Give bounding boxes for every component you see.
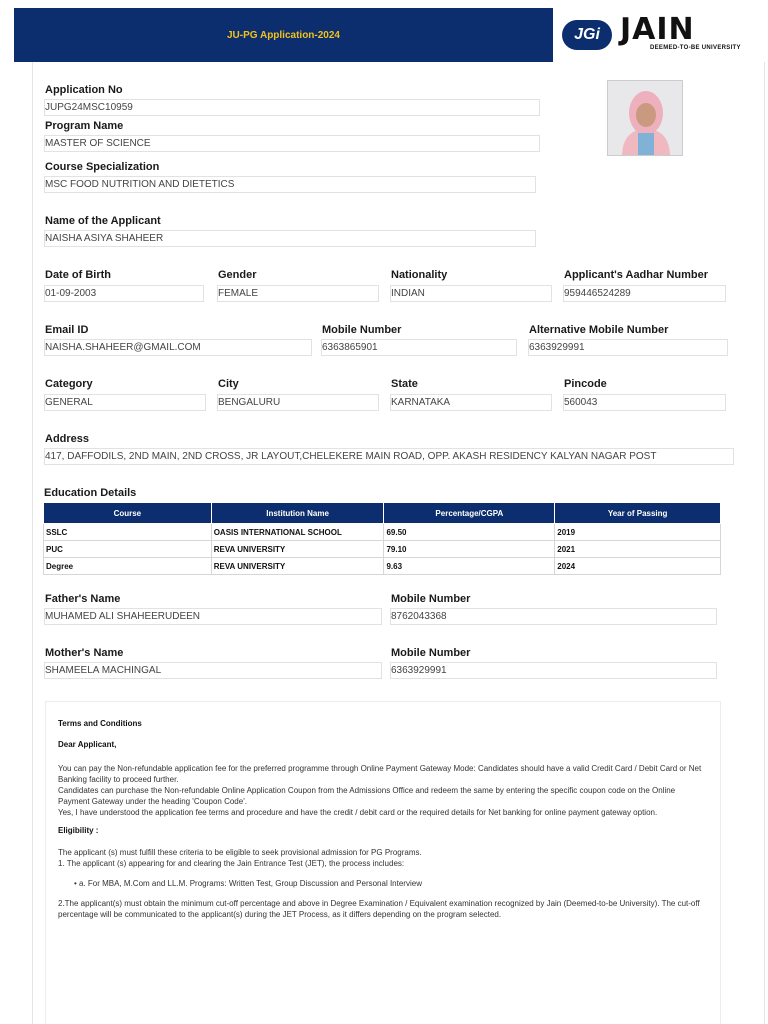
mother-name-field: SHAMEELA MACHINGAL bbox=[44, 662, 382, 679]
education-title: Education Details bbox=[44, 487, 137, 499]
dob-label: Date of Birth bbox=[45, 269, 111, 281]
alt-mobile-field: 6363929991 bbox=[528, 339, 728, 356]
terms-title: Terms and Conditions bbox=[58, 719, 142, 728]
father-name-field: MUHAMED ALI SHAHEERUDEEN bbox=[44, 608, 382, 625]
col-year: Year of Passing bbox=[555, 503, 721, 524]
program-label: Program Name bbox=[45, 120, 124, 132]
father-mobile-label: Mobile Number bbox=[391, 593, 471, 605]
logo-tagline: DEEMED-TO-BE UNIVERSITY bbox=[650, 45, 741, 51]
table-row bbox=[44, 524, 721, 541]
email-field: NAISHA.SHAHEER@GMAIL.COM bbox=[44, 339, 312, 356]
gender-field: FEMALE bbox=[217, 285, 379, 302]
category-label: Category bbox=[45, 378, 93, 390]
alt-mobile-label: Alternative Mobile Number bbox=[529, 324, 669, 336]
cell-percentage: 9.63 bbox=[384, 558, 555, 575]
university-logo bbox=[558, 10, 750, 54]
eligibility-line-2: 1. The applicant (s) appearing for and clearing the Jain Entrance Test (JET), the process includes: bbox=[58, 859, 405, 868]
specialization-field: MSC FOOD NUTRITION AND DIETETICS bbox=[44, 176, 536, 193]
education-header-row bbox=[44, 503, 721, 524]
eligibility-line-1: The applicant (s) must fulfill these criteria to be eligible to seek provisional admission for PG Programs. bbox=[58, 848, 422, 857]
category-field: GENERAL bbox=[44, 394, 206, 411]
eligibility-title: Eligibility : bbox=[58, 826, 99, 835]
table-row bbox=[44, 558, 721, 575]
applicant-photo bbox=[607, 80, 683, 156]
cell-year: 2019 bbox=[555, 524, 721, 541]
education-table bbox=[43, 502, 721, 575]
father-name-label: Father's Name bbox=[45, 593, 121, 605]
cell-institution: OASIS INTERNATIONAL SCHOOL bbox=[211, 524, 384, 541]
pincode-label: Pincode bbox=[564, 378, 607, 390]
aadhar-label: Applicant's Aadhar Number bbox=[564, 269, 709, 281]
col-percentage: Percentage/CGPA bbox=[384, 503, 555, 524]
terms-greeting: Dear Applicant, bbox=[58, 740, 117, 749]
cell-course: PUC bbox=[44, 541, 212, 558]
header-bar bbox=[14, 8, 553, 62]
cell-institution: REVA UNIVERSITY bbox=[211, 541, 384, 558]
mother-name-label: Mother's Name bbox=[45, 647, 124, 659]
nationality-label: Nationality bbox=[391, 269, 448, 281]
col-institution: Institution Name bbox=[211, 503, 384, 524]
state-field: KARNATAKA bbox=[390, 394, 552, 411]
address-label: Address bbox=[45, 433, 90, 445]
terms-section bbox=[45, 701, 721, 1024]
cell-year: 2024 bbox=[555, 558, 721, 575]
applicant-name-field: NAISHA ASIYA SHAHEER bbox=[44, 230, 536, 247]
terms-paragraph-1: You can pay the Non-refundable application fee for the preferred programme through Online Payment Gateway Mode: Candidates should have a valid Credit Card / Debit Card or Net Banking facility to proceed further. bbox=[58, 764, 702, 784]
aadhar-field: 959446524289 bbox=[563, 285, 726, 302]
specialization-label: Course Specialization bbox=[45, 161, 160, 173]
table-row bbox=[44, 541, 721, 558]
mother-mobile-field: 6363929991 bbox=[390, 662, 717, 679]
dob-field: 01-09-2003 bbox=[44, 285, 204, 302]
mother-mobile-label: Mobile Number bbox=[391, 647, 471, 659]
application-no-label: Application No bbox=[45, 84, 123, 96]
nationality-field: INDIAN bbox=[390, 285, 552, 302]
col-course: Course bbox=[44, 503, 212, 524]
cell-institution: REVA UNIVERSITY bbox=[211, 558, 384, 575]
page-title: JU-PG Application-2024 bbox=[227, 30, 340, 41]
mobile-label: Mobile Number bbox=[322, 324, 402, 336]
terms-paragraph-3: Yes, I have understood the application fee terms and procedure and have the credit / debit card or the required details for Net banking for online payment gateway option. bbox=[58, 808, 658, 817]
program-field: MASTER OF SCIENCE bbox=[44, 135, 540, 152]
email-label: Email ID bbox=[45, 324, 89, 336]
address-field: 417, DAFFODILS, 2ND MAIN, 2ND CROSS, JR LAYOUT,CHELEKERE MAIN ROAD, OPP. AKASH RESIDENCY KALYAN NAGAR POST bbox=[44, 448, 734, 465]
cell-course: Degree bbox=[44, 558, 212, 575]
applicant-name-label: Name of the Applicant bbox=[45, 215, 161, 227]
mobile-field: 6363865901 bbox=[321, 339, 517, 356]
city-field: BENGALURU bbox=[217, 394, 379, 411]
cell-year: 2021 bbox=[555, 541, 721, 558]
application-no-field: JUPG24MSC10959 bbox=[44, 99, 540, 116]
state-label: State bbox=[391, 378, 418, 390]
father-mobile-field: 8762043368 bbox=[390, 608, 717, 625]
terms-paragraph-2: Candidates can purchase the Non-refundable Online Application Coupon from the Admissions Office and redeem the same by entering the specific coupon code on the Online Payment Gateway under the heading 'Coupon Code'. bbox=[58, 786, 676, 806]
logo-wordmark: JAIN bbox=[620, 12, 695, 47]
cell-course: SSLC bbox=[44, 524, 212, 541]
cell-percentage: 69.50 bbox=[384, 524, 555, 541]
eligibility-line-3: • a. For MBA, M.Com and LL.M. Programs: Written Test, Group Discussion and Personal Interview bbox=[74, 879, 422, 888]
gender-label: Gender bbox=[218, 269, 257, 281]
logo-badge: JGi bbox=[562, 20, 612, 50]
pincode-field: 560043 bbox=[563, 394, 726, 411]
eligibility-line-4: 2.The applicant(s) must obtain the minimum cut-off percentage and above in Degree Examination / Equivalent examination recognized by Jain (Deemed-to-be University). The cut-off percentage will be communicated to the applicant(s) during the JET Process, as it differs depending on the program selected. bbox=[58, 899, 700, 919]
city-label: City bbox=[218, 378, 239, 390]
cell-percentage: 79.10 bbox=[384, 541, 555, 558]
